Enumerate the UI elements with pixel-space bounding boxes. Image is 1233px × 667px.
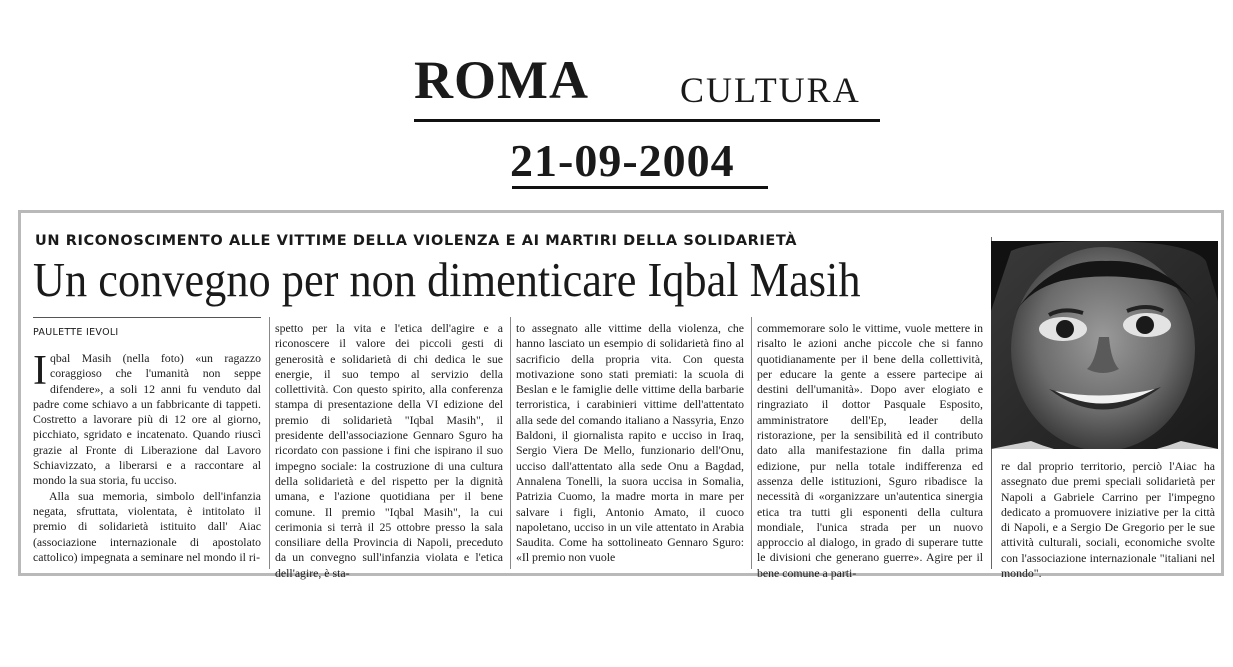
publication-date: 21-09-2004 [510, 135, 735, 186]
paragraph: commemorare solo le vittime, vuole mettere in risalto le azioni anche piccole che si fanno quotidianamente per il bene della collettività, per educare la gente a essere partecipe ai destini dell'umanità». Dopo aver elogiato e ringraziato il dottor Pasquale Esposito, amministratore dell'Ep, leader della ristorazione, per la sensibilità ed il contributo dato alla manifestazione fin dalla prima edizione, pur nella totale indifferenza ed assenza delle istituzioni, Sguro ribadisce la necessità di «organizzare un'autentica sinergia etica tra tutti gli esponenti della cultura mondiale, l'unica strada per un nuovo approccio al dialogo, in grado di superare tutte le divisioni che generano guerre». Agire per il bene comune a parti- [757, 321, 983, 580]
paragraph: re dal proprio territorio, perciò l'Aiac ha assegnato due premi speciali solidarietà per Napoli a Gabriele Carrino per l'impegno dedicato a promuovere iniziative per la città di Napoli, e a Sergio De Gregorio per le sue attività culturali, sociali, economiche svolte con l'associazione internazionale "italiani nel mondo". [1001, 459, 1215, 581]
date-rule [512, 186, 768, 189]
portrait-photo [991, 241, 1218, 449]
column-divider [751, 317, 752, 569]
paragraph: to assegnato alle vittime della violenza, che hanno lasciato un esempio di solidarietà fino al sacrificio della propria vita. Con questa motivazione sono stati premiati: la scuola di Beslan e le famiglie delle vittime della barbarie terroristica, i carabinieri vittime dell'attentato alla sede del comando italiano a Nassyria, Enzo Baldoni, il giornalista rapito e ucciso in Iraq, Sergio Viera De Mello, funzionario dell'Onu, ucciso dall'attentato alla sede Onu a Bagdad, Annalena Tonelli, la suora uccisa in Somalia, Patrizia Cuomo, la madre morta in mare per salvare i figli, Antonio Amato, il cuoco napoletano, ucciso in un vile attentato in Arabia Saudita. Come ha sottolineato Gennaro Sguro: «Il premio non vuole [516, 321, 744, 565]
article-column-3 [516, 321, 744, 566]
masthead-city: ROMA [414, 50, 589, 110]
newspaper-clipping [18, 210, 1224, 581]
paragraph-text: qbal Masih (nella foto) «un ragazzo coraggioso che l'umanità non seppe difendere», a soli 12 anni fu venduto dal padre come schiavo a un fabbricante di tappeti. Costretto a lavorare più di 12 ore al giorno, picchiato, sgridato e incatenato. Quando riuscì grazie al Fronte di Liberazione dal Lavoro Schiavizzato, a liberarsi e a raccontare al mondo la sua storia, fu ucciso. [33, 351, 261, 488]
article-column-4 [757, 321, 983, 581]
paragraph [33, 348, 261, 489]
article-byline: PAULETTE IEVOLI [33, 327, 119, 338]
article-column-1 [33, 348, 261, 565]
paragraph: spetto per la vita e l'etica dell'agire e a riconoscere il valore dei piccoli gesti di generosità e solidarietà di chi dedica le sue energie, il suo tempo al servizio della collettività. Con questo spirito, alla conferenza stampa di presentazione della VI edizione del premio di solidarietà "Iqbal Masih", il presidente dell'associazione Gennaro Sguro ha ricordato con passione i fini che ispirano il suo impegno sociale: la costruzione di una cultura della solidarietà e del rispetto per la dignità umana, e l'azione quotidiana per il bene comune. Il premio "Iqbal Masih", la cui cerimonia si terrà il 25 ottobre presso la sala consiliare della Provincia di Napoli, preceduto da un convegno sull'infanzia violata e l'etica dell'agire, è sta- [275, 321, 503, 580]
article-column-2 [275, 321, 503, 581]
drop-cap: I [33, 348, 47, 394]
column-divider [269, 317, 270, 569]
article-column-5 [1001, 459, 1215, 581]
paragraph: Alla sua memoria, simbolo dell'infanzia negata, sfruttata, violentata, è intitolato il premio di solidarietà istituito dall' Aiac (associazione internazionale di apostolato cattolico) impegnata a seminare nel mondo il ri- [33, 488, 261, 564]
byline-rule [33, 317, 261, 318]
masthead-rule [414, 119, 880, 122]
masthead [412, 48, 882, 126]
article-kicker: UN RICONOSCIMENTO ALLE VITTIME DELLA VIOLENZA E AI MARTIRI DELLA SOLIDARIETÀ [35, 233, 798, 249]
article-headline: Un convegno per non dimenticare Iqbal Masih [33, 252, 861, 307]
column-divider [510, 317, 511, 569]
portrait-photo-image [991, 241, 1218, 449]
masthead-section: CULTURA [680, 70, 861, 110]
